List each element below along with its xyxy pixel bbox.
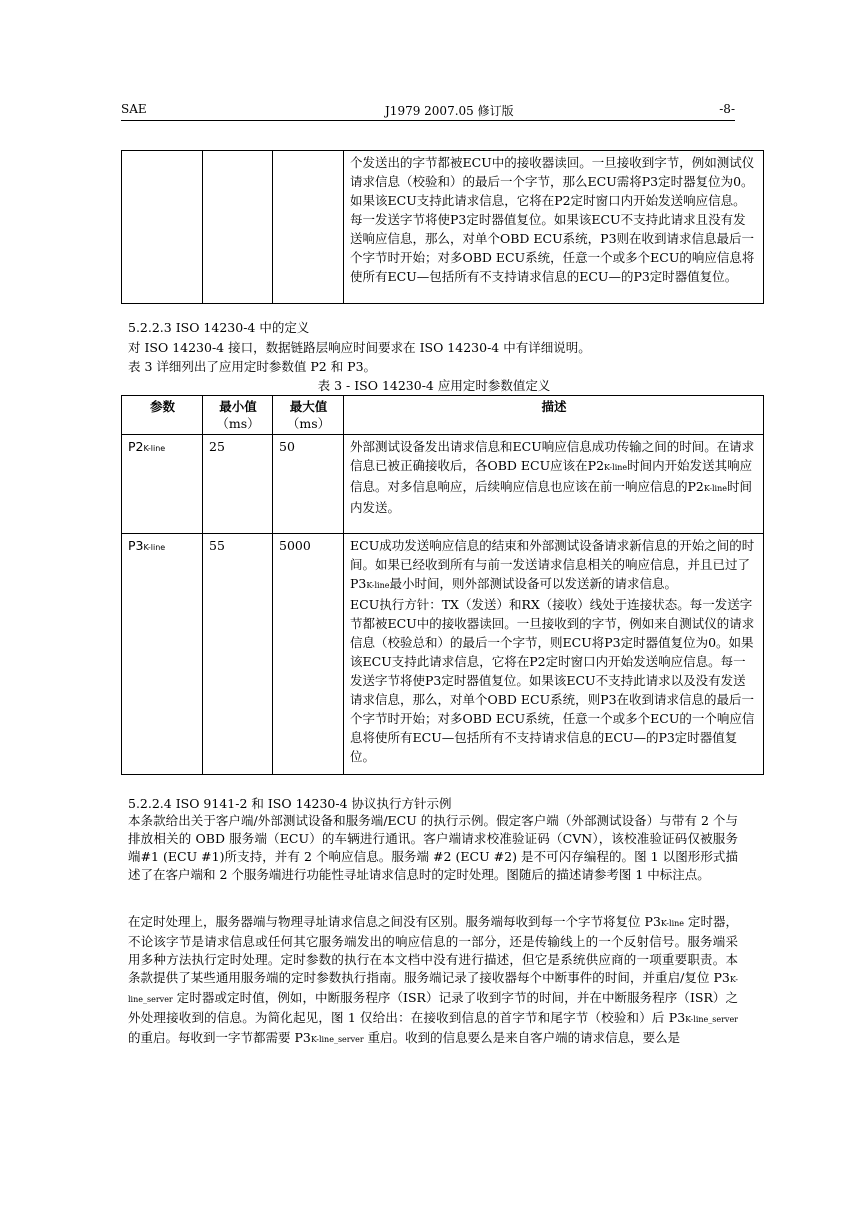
page-header [121,102,735,121]
table-row [122,435,764,534]
param-cell: P3K-line [122,534,203,775]
header-param: 参数 [122,396,203,435]
table3-caption: 表 3 - ISO 14230-4 应用定时参数值定义 [317,378,551,393]
max-cell: 5000 [273,534,344,775]
empty-cell [273,151,344,304]
table-row [122,534,764,775]
empty-cell [122,151,203,304]
header-max: 最大值 （ms） [273,396,344,435]
section-5223-title: 5.2.2.3 ISO 14230-4 中的定义 [128,320,310,335]
continuation-table [121,150,764,304]
min-cell: 55 [203,534,273,775]
table-header-row [122,396,764,435]
section-5224-para2: 在定时处理上，服务器端与物理寻址请求信息之间没有区别。服务端每收到每一个字节将复位 P3K-line 定时器，不论该字节是请求信息或任何其它服务端发出的响应信息的一部分，还是传输线上的一个反射信号。服务端采用多种方法执行定时处理。定时参数的执行在本文档中没有进行描述，但它是系统供应商的一项重要职责。本条款提供了某些通用服务端的定时参数执行指南。服务端记录了接收器每个中断事件的时间，并重启/复位 P3K-line_server 定时器或定时值，例如，中断服务程序（ISR）记录了收到字节的时间，并在中断服务程序（ISR）之外处理接收到的信息。为简化起见，图 1 仅给出：在接收到信息的首字节和尾字节（校验和）后 P3K-line_server 的重启。每收到一字节都需要 P3K-line_server 重启。收到的信息要么是来自客户端的请求信息，要么是 [128,914,738,1045]
empty-cell [203,151,273,304]
section-5224-para1: 本条款给出关于客户端/外部测试设备和服务端/ECU 的执行示例。假定客户端（外部测试设备）与带有 2 个与排放相关的 OBD 服务端（ECU）的车辆进行通讯。客户端请求校准验证码（CVN），该校准验证码仅被服务端#1 (ECU #1)所支持，并有 2 个响应信息。服务端 #2 (ECU #2) 是不可闪存编程的。图 1 以图形形式描述了在客户端和 2 个服务端进行功能性寻址请求信息时的定时处理。图随后的描述请参考图 1 中标注点。 [128,813,738,882]
header-page-number: -8- [719,102,735,116]
desc-cell: 外部测试设备发出请求信息和ECU响应信息成功传输之间的时间。在请求信息已被正确接收后，各OBD ECU应该在P2K-line时间内开始发送其响应信息。对多信息响应，后续响应信息也应该在前一响应信息的P2K-line时间内发送。 [344,435,764,534]
section-5223-line1: 对 ISO 14230-4 接口，数据链路层响应时间要求在 ISO 14230-4 中有详细说明。 [128,340,591,355]
section-5223-line2: 表 3 详细列出了应用定时参数值 P2 和 P3。 [128,359,377,374]
header-org: SAE [121,102,147,116]
max-cell: 50 [273,435,344,534]
min-cell: 25 [203,435,273,534]
param-cell: P2K-line [122,435,203,534]
header-min-unit: （ms） [216,416,260,431]
header-min: 最小值 （ms） [203,396,273,435]
header-max-unit: （ms） [286,416,331,431]
table3 [121,395,764,775]
table-row [122,151,764,304]
header-standard: J1979 2007.05 修订版 [385,104,514,118]
header-desc: 描述 [344,396,764,435]
desc-cell: ECU成功发送响应信息的结束和外部测试设备请求新信息的开始之间的时间。如果已经收到所有与前一发送请求信息相关的响应信息，并且已过了P3K-line最小时间，则外部测试设备可以发送新的请求信息。 ECU执行方针：TX（发送）和RX（接收）线处于连接状态。每一发送字节都被ECU中的接收器读回。一旦接收到的字节，例如来自测试仪的请求信息（校验总和）的最后一个字节，则ECU将P3定时器值复位为0。如果该ECU支持此请求信息，它将在P2定时窗口内开始发送响应信息。每一发送字节将使P3定时器值复位。如果该ECU不支持此请求以及没有发送请求信息，那么，对单个OBD ECU系统，则P3在收到请求信息的最后一个字节时开始；对多OBD ECU系统，任意一个或多个ECU的一个响应信息将使所有ECU—包括所有不支持请求信息的ECU—的P3定时器值复位。 [344,534,764,775]
continuation-desc: 个发送出的字节都被ECU中的接收器读回。一旦接收到字节，例如测试仪请求信息（校验和）的最后一个字节，那么ECU需将P3定时器复位为0。如果该ECU支持此请求信息，它将在P2定时窗口内开始发送响应信息。每一发送字节将使P3定时器值复位。如果该ECU不支持此请求且没有发送响应信息，那么，对单个OBD ECU系统，P3则在收到请求信息最后一个字节时开始；对多OBD ECU系统，任意一个或多个ECU的响应信息将使所有ECU—包括所有不支持请求信息的ECU—的P3定时器值复位。 [344,151,764,304]
section-5224-title: 5.2.2.4 ISO 9141-2 和 ISO 14230-4 协议执行方针示例 [128,796,452,811]
